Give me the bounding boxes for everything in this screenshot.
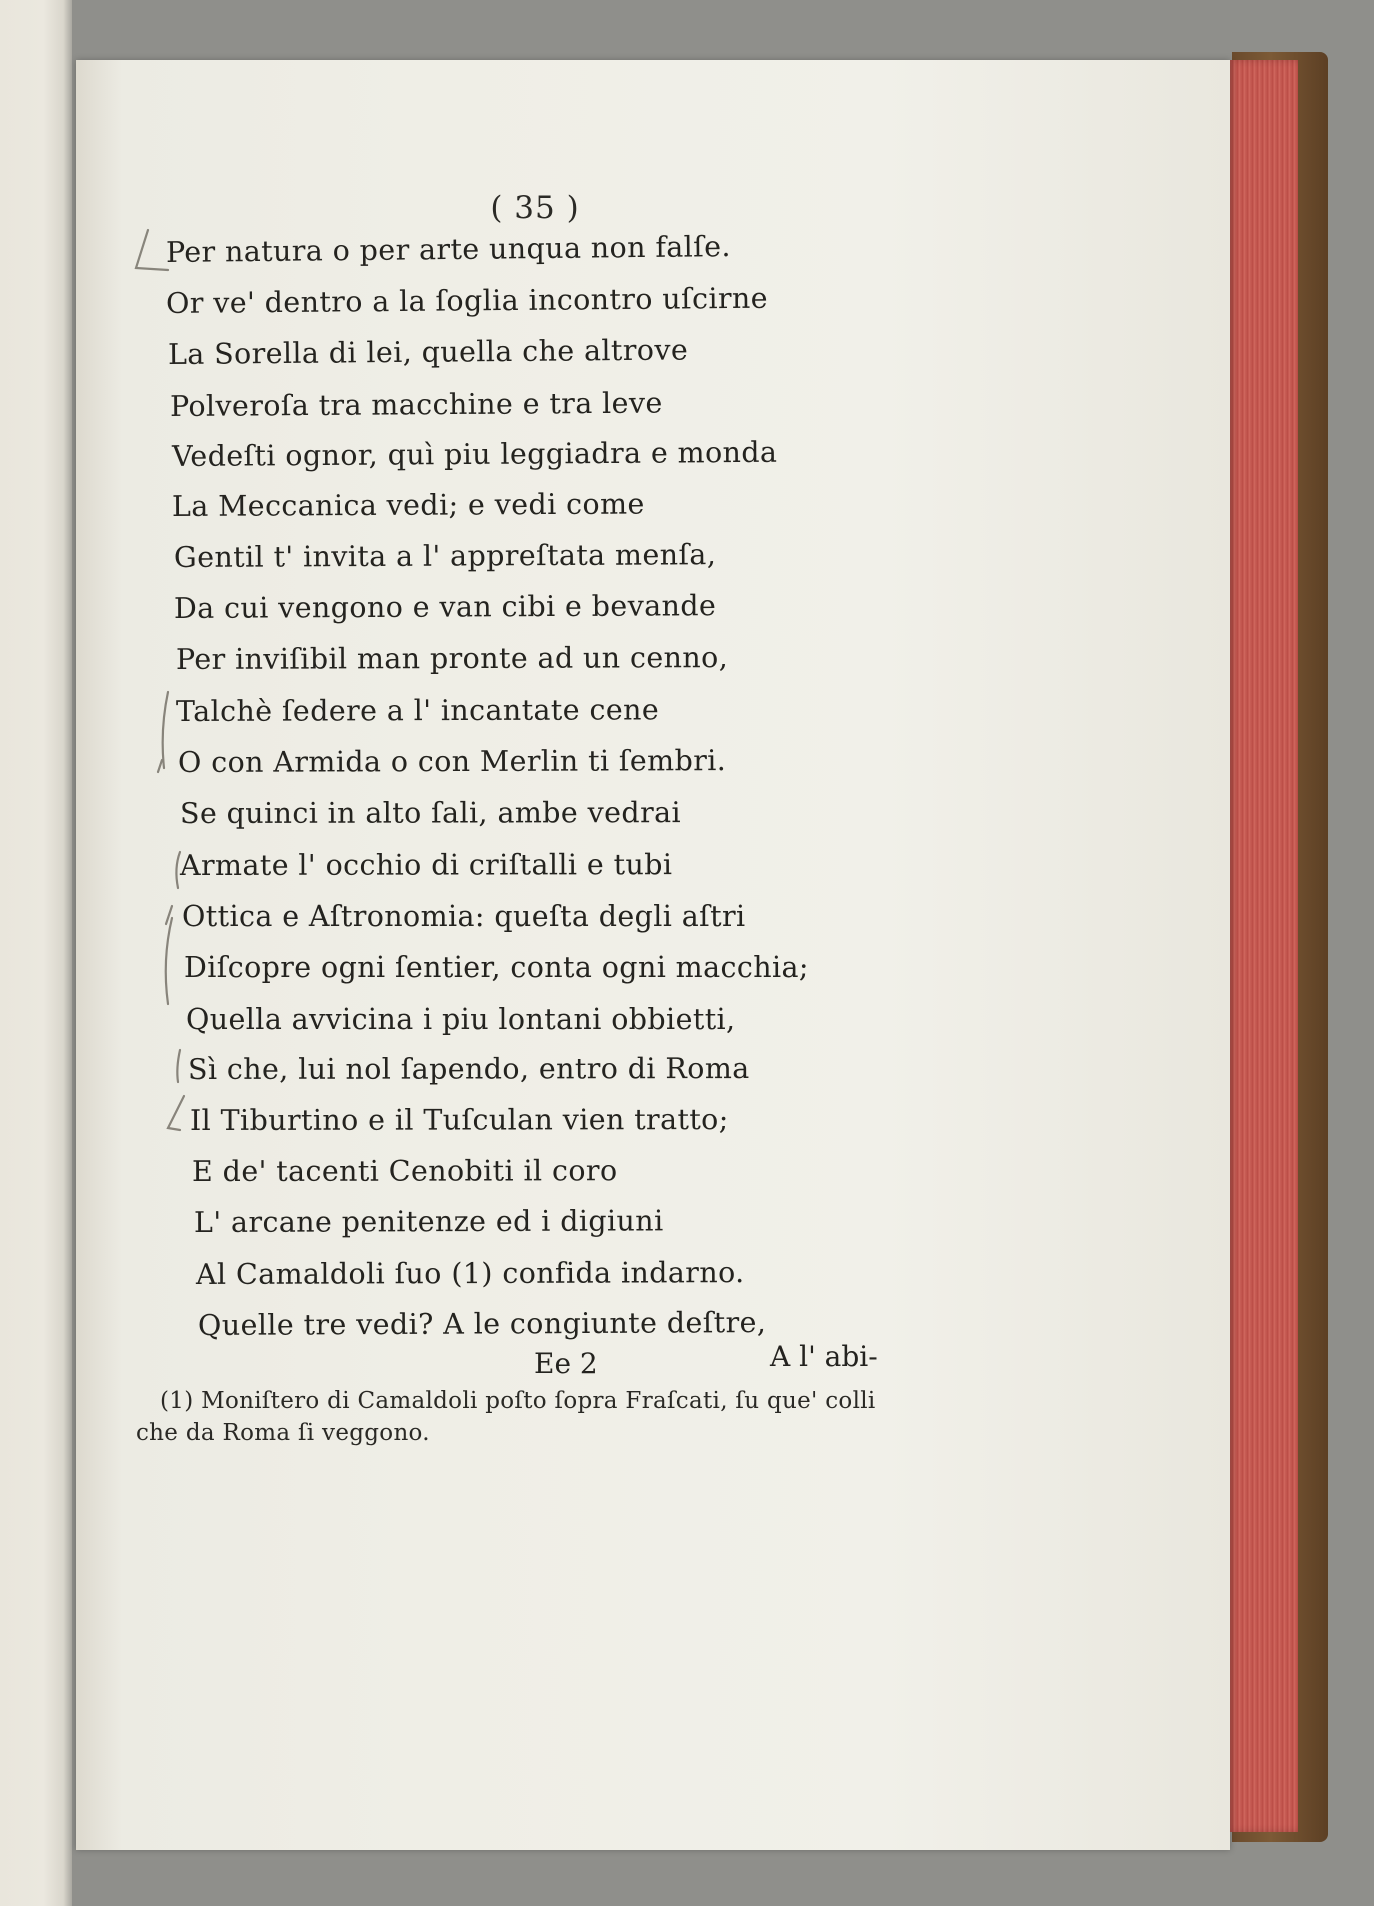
footnote-line-2: che da Roma ſi veggono. xyxy=(136,1420,430,1446)
verse-line: Vedeſti ognor, quì piu leggiadra e monda xyxy=(171,435,778,473)
verse-line: Or ve' dentro a la ſoglia incontro uſcirne xyxy=(165,281,769,320)
verse-line: Il Tiburtino e il Tuſculan vien tratto; xyxy=(189,1103,729,1137)
catchword: A l' abi- xyxy=(770,1340,878,1373)
verse-line: Al Camaldoli ſuo (1) confida indarno. xyxy=(195,1256,745,1291)
verse-line: L' arcane penitenze ed i digiuni xyxy=(193,1204,664,1239)
verse-line: Polveroſa tra macchine e tra leve xyxy=(169,386,663,423)
verse-line: Sì che, lui nol ſapendo, entro di Roma xyxy=(187,1052,750,1086)
verse-line: Ottica e Aſtronomia: queſta degli aſtri xyxy=(182,900,746,933)
verse-line: Talchè ſedere a l' incantate cene xyxy=(175,693,660,728)
verse-line: Quelle tre vedi? A le congiunte deſtre, xyxy=(197,1306,767,1342)
verse-line: E de' tacenti Cenobiti il coro xyxy=(191,1154,618,1188)
footnote-line-1: (1) Moniſtero di Camaldoli poſto ſopra Fraſcati, ſu que' colli xyxy=(160,1388,876,1414)
verse-line: Gentil t' invita a l' appreſtata menſa, xyxy=(173,538,717,574)
verse-line: La Meccanica vedi; e vedi come xyxy=(171,487,645,523)
verse-line: La Sorella di lei, quella che altrove xyxy=(167,333,689,371)
verse-line: Per inviſibil man pronte ad un cenno, xyxy=(175,641,729,676)
verse-line: O con Armida o con Merlin ti ſembri. xyxy=(177,744,727,779)
page-number: ( 35 ) xyxy=(490,190,580,226)
verse-line: Da cui vengono e van cibi e bevande xyxy=(173,589,717,625)
verse-line: Per natura o per arte unqua non falſe. xyxy=(165,230,732,269)
verse-line: Diſcopre ogni ſentier, conta ogni macchia; xyxy=(184,951,809,984)
red-page-edges xyxy=(1226,60,1298,1832)
verse-line: Armate l' occhio di criſtalli e tubi xyxy=(179,848,673,882)
verse-line: Quella avvicina i piu lontani obbietti, xyxy=(186,1003,736,1036)
signature-mark: Ee 2 xyxy=(534,1347,598,1380)
verse-line: Se quinci in alto ſali, ambe vedrai xyxy=(179,796,682,830)
left-facing-page xyxy=(0,0,72,1906)
